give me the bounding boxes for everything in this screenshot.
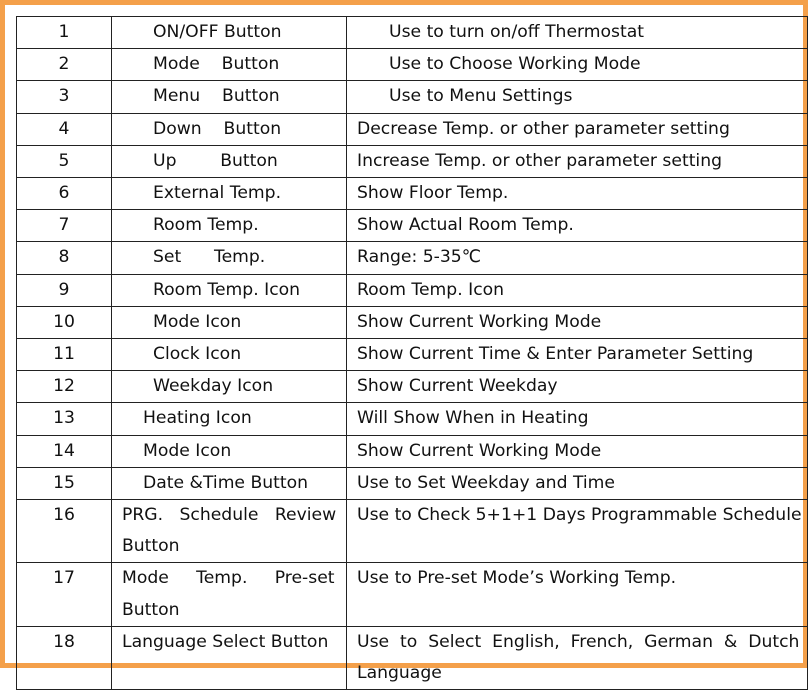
row-number: 9 (17, 274, 112, 306)
item-description: Show Current Working Mode (347, 306, 808, 338)
table-row (17, 500, 808, 563)
table-row (17, 113, 808, 145)
item-description: Use to turn on/off Thermostat (347, 17, 808, 49)
item-name: Heating Icon (112, 403, 347, 435)
item-name-line: Button (122, 536, 180, 557)
row-number: 6 (17, 178, 112, 210)
item-description: Range: 5-35℃ (347, 242, 808, 274)
item-description: Use to Choose Working Mode (347, 49, 808, 81)
item-description: Decrease Temp. or other parameter setting (347, 113, 808, 145)
item-name (112, 500, 347, 563)
table-row (17, 145, 808, 177)
item-name: Clock Icon (112, 339, 347, 371)
item-name: Room Temp. Icon (112, 274, 347, 306)
item-name-line: Mode Temp. Pre-set (122, 568, 335, 589)
table-row (17, 242, 808, 274)
table-row (17, 563, 808, 626)
table-row (17, 81, 808, 113)
table-row (17, 339, 808, 371)
item-name-line: Button (122, 599, 180, 620)
item-name: Down Button (112, 113, 347, 145)
item-description: Increase Temp. or other parameter setting (347, 145, 808, 177)
table-row (17, 49, 808, 81)
row-number: 5 (17, 145, 112, 177)
table-row (17, 306, 808, 338)
item-description: Show Current Weekday (347, 371, 808, 403)
item-name: Mode Button (112, 49, 347, 81)
table-row (17, 178, 808, 210)
button-function-table (16, 16, 808, 690)
row-number: 16 (17, 500, 112, 563)
item-description: Will Show When in Heating (347, 403, 808, 435)
item-name: Mode Icon (112, 435, 347, 467)
item-description: Show Current Time & Enter Parameter Setting (347, 339, 808, 371)
item-name: Up Button (112, 145, 347, 177)
table-row (17, 467, 808, 499)
row-number: 4 (17, 113, 112, 145)
item-description: Room Temp. Icon (347, 274, 808, 306)
table-row (17, 626, 808, 689)
table-row (17, 210, 808, 242)
item-description-line: Use to Select English, French, German & Dutch (357, 631, 800, 652)
table-row (17, 435, 808, 467)
row-number: 17 (17, 563, 112, 626)
table-row (17, 371, 808, 403)
row-number: 11 (17, 339, 112, 371)
row-number: 3 (17, 81, 112, 113)
row-number: 13 (17, 403, 112, 435)
row-number: 18 (17, 626, 112, 689)
table-row (17, 17, 808, 49)
item-description: Use to Menu Settings (347, 81, 808, 113)
item-description: Show Actual Room Temp. (347, 210, 808, 242)
item-name-line: PRG. Schedule Review (122, 505, 337, 526)
item-name: Room Temp. (112, 210, 347, 242)
table-row (17, 274, 808, 306)
item-description-line: Language (357, 663, 442, 684)
item-name: Date &Time Button (112, 467, 347, 499)
item-description: Use to Set Weekday and Time (347, 467, 808, 499)
item-name: ON/OFF Button (112, 17, 347, 49)
item-name: Mode Icon (112, 306, 347, 338)
row-number: 12 (17, 371, 112, 403)
item-name (112, 563, 347, 626)
row-number: 8 (17, 242, 112, 274)
item-description: Show Current Working Mode (347, 435, 808, 467)
table-row (17, 403, 808, 435)
item-name: Weekday Icon (112, 371, 347, 403)
item-description: Use to Pre-set Mode’s Working Temp. (347, 563, 808, 626)
item-description: Use to Check 5+1+1 Days Programmable Schedule (347, 500, 808, 563)
row-number: 15 (17, 467, 112, 499)
row-number: 10 (17, 306, 112, 338)
item-description: Show Floor Temp. (347, 178, 808, 210)
row-number: 14 (17, 435, 112, 467)
item-name: External Temp. (112, 178, 347, 210)
item-description (347, 626, 808, 689)
row-number: 1 (17, 17, 112, 49)
item-name: Set Temp. (112, 242, 347, 274)
item-name: Menu Button (112, 81, 347, 113)
row-number: 2 (17, 49, 112, 81)
item-name: Language Select Button (112, 626, 347, 689)
row-number: 7 (17, 210, 112, 242)
